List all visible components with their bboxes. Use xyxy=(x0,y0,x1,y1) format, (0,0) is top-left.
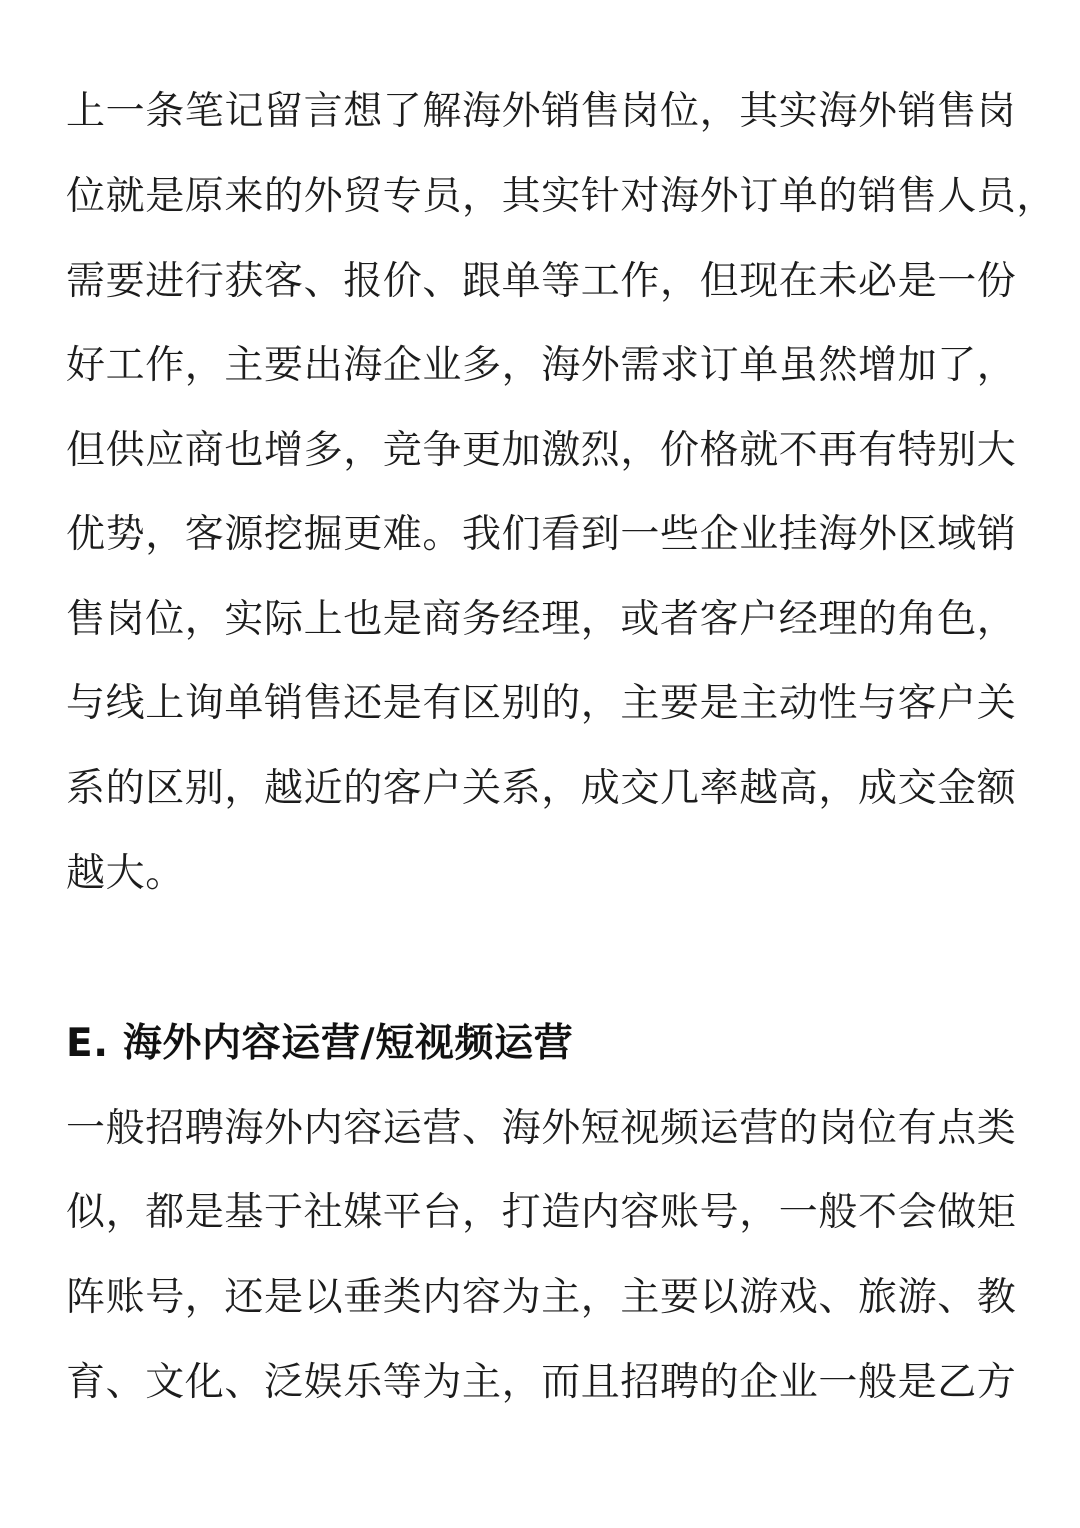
paragraph-line: 位就是原来的外贸专员，其实针对海外订单的销售人员， xyxy=(66,174,1057,219)
paragraph-line: 系的区别，越近的客户关系，成交几率越高，成交金额 xyxy=(66,766,1017,811)
paragraph-line: 好工作，主要出海企业多，海外需求订单虽然增加了， xyxy=(66,343,1017,388)
paragraph-line: 一般招聘海外内容运营、海外短视频运营的岗位有点类 xyxy=(66,1106,1017,1151)
paragraph-line: 上一条笔记留言想了解海外销售岗位，其实海外销售岗 xyxy=(66,89,1017,134)
paragraph-line: 与线上询单销售还是有区别的，主要是主动性与客户关 xyxy=(66,681,1017,726)
paragraph-line: 优势，客源挖掘更难。我们看到一些企业挂海外区域销 xyxy=(66,512,1017,557)
paragraph-line: 阵账号，还是以垂类内容为主，主要以游戏、旅游、教 xyxy=(66,1275,1017,1320)
paragraph-line: 但供应商也增多，竞争更加激烈，价格就不再有特别大 xyxy=(66,428,1017,473)
paragraph-line: 似，都是基于社媒平台，打造内容账号，一般不会做矩 xyxy=(66,1190,1017,1235)
section-heading: E. 海外内容运营/短视频运营 xyxy=(66,1021,574,1066)
paragraph-line: 育、文化、泛娱乐等为主，而且招聘的企业一般是乙方 xyxy=(66,1360,1017,1405)
paragraph-line: 越大。 xyxy=(66,851,185,896)
paragraph-line: 售岗位，实际上也是商务经理，或者客户经理的角色， xyxy=(66,597,1017,642)
paragraph-line: 需要进行获客、报价、跟单等工作，但现在未必是一份 xyxy=(66,259,1017,304)
